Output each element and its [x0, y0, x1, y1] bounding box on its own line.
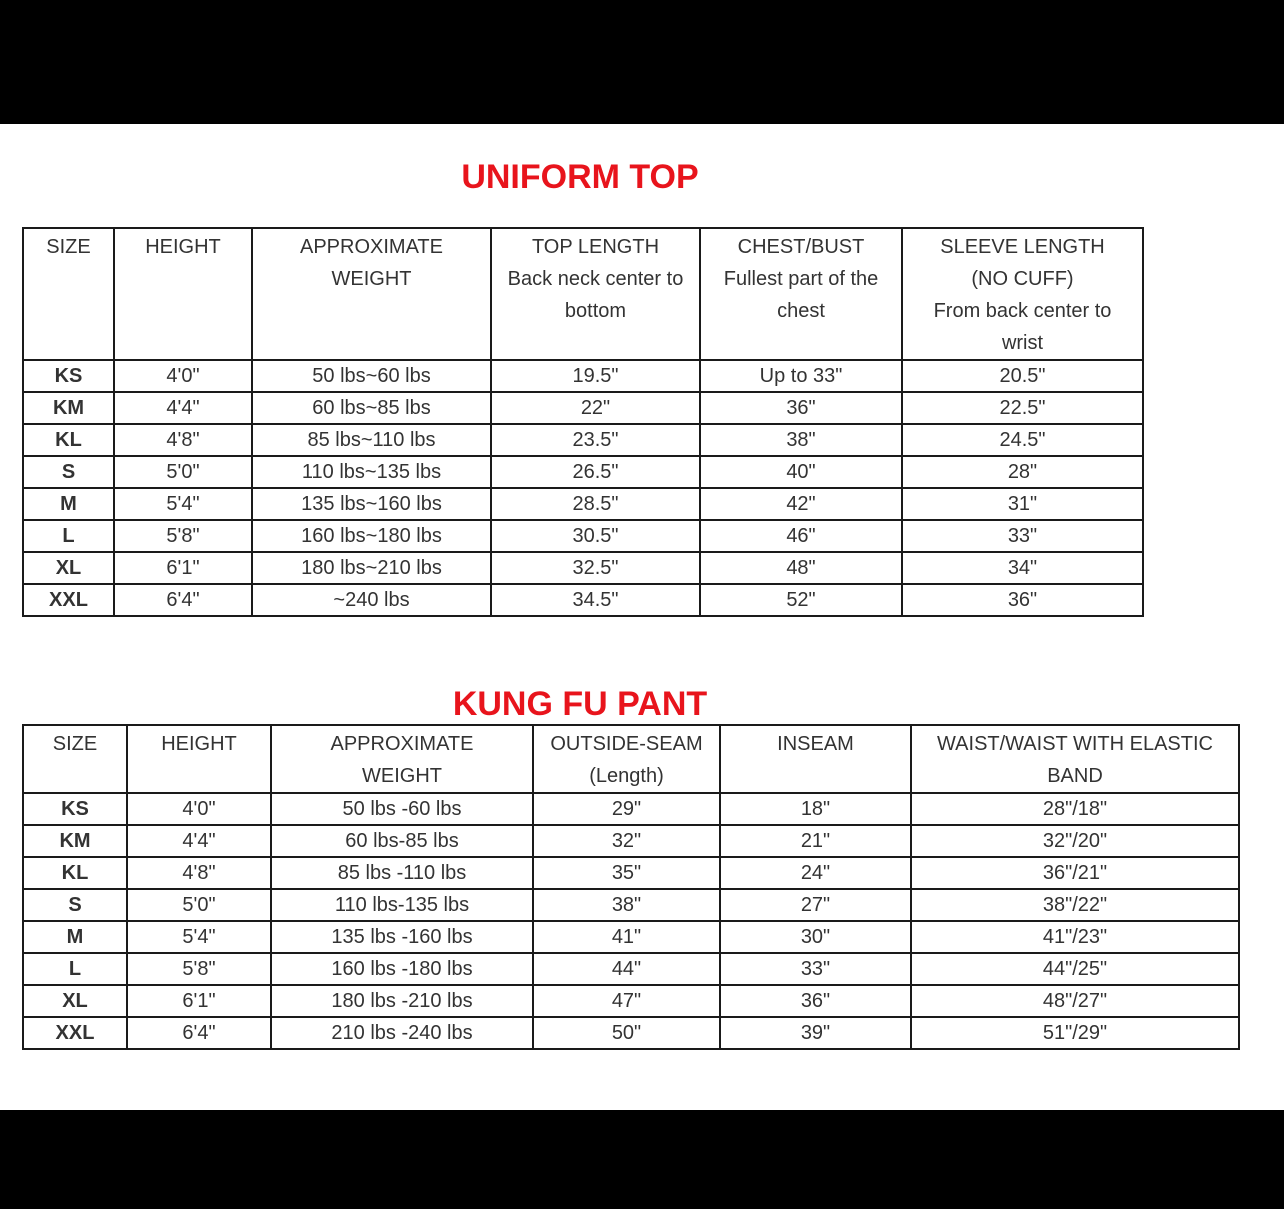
table-cell: 30.5"	[491, 520, 700, 552]
table-cell: 47"	[533, 985, 720, 1017]
header-line: INSEAM	[777, 733, 854, 755]
kung-fu-pant-column-header	[533, 725, 720, 793]
table-cell: 5'8"	[127, 953, 271, 985]
kung-fu-pant-column-header	[911, 725, 1239, 793]
table-row	[23, 857, 1239, 889]
table-cell: 36"	[700, 392, 902, 424]
table-cell: 5'0"	[127, 889, 271, 921]
table-cell: 6'1"	[127, 985, 271, 1017]
table-cell: 50 lbs~60 lbs	[252, 360, 491, 392]
table-cell: 23.5"	[491, 424, 700, 456]
size-cell: KS	[23, 360, 114, 392]
table-cell: 44"/25"	[911, 953, 1239, 985]
table-cell: 6'4"	[114, 584, 252, 616]
table-cell: 22"	[491, 392, 700, 424]
kung-fu-pant-header-row	[23, 725, 1239, 793]
table-row	[23, 360, 1143, 392]
table-cell: 5'0"	[114, 456, 252, 488]
header-line: SIZE	[52, 733, 98, 755]
table-row	[23, 552, 1143, 584]
table-cell: 32.5"	[491, 552, 700, 584]
uniform-top-column-header	[700, 228, 902, 360]
table-cell: 48"/27"	[911, 985, 1239, 1017]
header-line: OUTSIDE-SEAM	[550, 733, 703, 755]
table-cell: 40"	[700, 456, 902, 488]
table-cell: 28"	[902, 456, 1143, 488]
table-row	[23, 392, 1143, 424]
table-cell: 24"	[720, 857, 911, 889]
table-cell: 5'8"	[114, 520, 252, 552]
uniform-top-column-header	[902, 228, 1143, 360]
table-cell: 48"	[700, 552, 902, 584]
table-cell: 26.5"	[491, 456, 700, 488]
table-cell: 28"/18"	[911, 793, 1239, 825]
size-cell: XXL	[23, 1017, 127, 1049]
table-cell: 36"/21"	[911, 857, 1239, 889]
size-cell: L	[23, 520, 114, 552]
table-row	[23, 456, 1143, 488]
table-cell: 29"	[533, 793, 720, 825]
table-cell: 44"	[533, 953, 720, 985]
header-line: WEIGHT	[331, 268, 412, 290]
table-cell: 30"	[720, 921, 911, 953]
table-row	[23, 985, 1239, 1017]
table-cell: 46"	[700, 520, 902, 552]
table-cell: 4'4"	[114, 392, 252, 424]
table-cell: 110 lbs-135 lbs	[271, 889, 533, 921]
table-cell: 34"	[902, 552, 1143, 584]
table-cell: 33"	[720, 953, 911, 985]
table-cell: 210 lbs -240 lbs	[271, 1017, 533, 1049]
kung-fu-pant-body	[23, 793, 1239, 1049]
table-row	[23, 584, 1143, 616]
table-cell: 5'4"	[114, 488, 252, 520]
size-cell: KL	[23, 857, 127, 889]
table-cell: 38"	[700, 424, 902, 456]
uniform-top-column-header	[114, 228, 252, 360]
table-cell: 34.5"	[491, 584, 700, 616]
uniform-top-column-header	[252, 228, 491, 360]
table-cell: 4'8"	[114, 424, 252, 456]
table-cell: 19.5"	[491, 360, 700, 392]
table-cell: 6'1"	[114, 552, 252, 584]
size-cell: XXL	[23, 584, 114, 616]
header-line: BAND	[1047, 765, 1103, 787]
size-cell: KM	[23, 825, 127, 857]
table-row	[23, 825, 1239, 857]
header-line: chest	[777, 300, 825, 322]
table-cell: 85 lbs -110 lbs	[271, 857, 533, 889]
header-line: APPROXIMATE	[330, 733, 474, 755]
size-cell: S	[23, 456, 114, 488]
header-line: wrist	[1001, 332, 1044, 354]
table-cell: 110 lbs~135 lbs	[252, 456, 491, 488]
table-cell: 41"	[533, 921, 720, 953]
kung-fu-pant-column-header	[23, 725, 127, 793]
size-cell: XL	[23, 552, 114, 584]
header-line: Back neck center to	[507, 268, 684, 290]
uniform-top-header	[23, 228, 1143, 360]
table-cell: ~240 lbs	[252, 584, 491, 616]
header-line: HEIGHT	[161, 733, 237, 755]
size-cell: M	[23, 921, 127, 953]
uniform-top-header-row	[23, 228, 1143, 360]
size-cell: KS	[23, 793, 127, 825]
table-cell: 35"	[533, 857, 720, 889]
kung-fu-pant-title: KUNG FU PANT	[452, 685, 708, 723]
table-cell: 33"	[902, 520, 1143, 552]
header-line: (NO CUFF)	[971, 268, 1074, 290]
kung-fu-pant-header	[23, 725, 1239, 793]
table-row	[23, 424, 1143, 456]
kung-fu-pant-column-header	[271, 725, 533, 793]
header-line: WAIST/WAIST WITH ELASTIC	[937, 733, 1213, 755]
table-cell: 160 lbs~180 lbs	[252, 520, 491, 552]
size-cell: KL	[23, 424, 114, 456]
uniform-top-column-header	[23, 228, 114, 360]
table-cell: 18"	[720, 793, 911, 825]
table-cell: 60 lbs~85 lbs	[252, 392, 491, 424]
table-cell: 4'0"	[127, 793, 271, 825]
table-cell: 42"	[700, 488, 902, 520]
uniform-top-body	[23, 360, 1143, 616]
table-cell: 32"	[533, 825, 720, 857]
kung-fu-pant-table	[22, 724, 1240, 1050]
size-cell: L	[23, 953, 127, 985]
table-cell: 24.5"	[902, 424, 1143, 456]
table-cell: 4'8"	[127, 857, 271, 889]
size-cell: KM	[23, 392, 114, 424]
table-cell: 6'4"	[127, 1017, 271, 1049]
table-row	[23, 793, 1239, 825]
table-cell: 50 lbs -60 lbs	[271, 793, 533, 825]
table-cell: 41"/23"	[911, 921, 1239, 953]
header-line: TOP LENGTH	[531, 236, 660, 258]
table-cell: 135 lbs~160 lbs	[252, 488, 491, 520]
table-cell: 4'0"	[114, 360, 252, 392]
table-cell: 22.5"	[902, 392, 1143, 424]
kung-fu-pant-column-header	[720, 725, 911, 793]
header-line: CHEST/BUST	[737, 236, 865, 258]
table-row	[23, 1017, 1239, 1049]
table-cell: 36"	[720, 985, 911, 1017]
uniform-top-column-header	[491, 228, 700, 360]
table-cell: 50"	[533, 1017, 720, 1049]
header-line: HEIGHT	[145, 236, 221, 258]
header-line: From back center to	[933, 300, 1112, 322]
table-cell: 4'4"	[127, 825, 271, 857]
table-row	[23, 488, 1143, 520]
size-cell: S	[23, 889, 127, 921]
table-row	[23, 921, 1239, 953]
header-line: APPROXIMATE	[300, 236, 443, 258]
header-line: WEIGHT	[362, 765, 442, 787]
header-line: (Length)	[589, 765, 664, 787]
table-cell: 28.5"	[491, 488, 700, 520]
table-cell: 39"	[720, 1017, 911, 1049]
table-cell: 38"	[533, 889, 720, 921]
table-cell: 180 lbs~210 lbs	[252, 552, 491, 584]
kung-fu-pant-column-header	[127, 725, 271, 793]
table-row	[23, 953, 1239, 985]
table-cell: 160 lbs -180 lbs	[271, 953, 533, 985]
header-line: bottom	[564, 300, 627, 322]
table-row	[23, 889, 1239, 921]
table-cell: 31"	[902, 488, 1143, 520]
header-line: SLEEVE LENGTH	[940, 236, 1105, 258]
table-cell: 38"/22"	[911, 889, 1239, 921]
table-cell: 20.5"	[902, 360, 1143, 392]
table-cell: 32"/20"	[911, 825, 1239, 857]
table-cell: 21"	[720, 825, 911, 857]
uniform-top-table	[22, 227, 1144, 617]
size-cell: M	[23, 488, 114, 520]
table-cell: 36"	[902, 584, 1143, 616]
table-cell: 60 lbs-85 lbs	[271, 825, 533, 857]
size-cell: XL	[23, 985, 127, 1017]
table-row	[23, 520, 1143, 552]
header-line: Fullest part of the	[723, 268, 879, 290]
table-cell: 51"/29"	[911, 1017, 1239, 1049]
table-cell: 85 lbs~110 lbs	[252, 424, 491, 456]
header-line: SIZE	[46, 236, 91, 258]
table-cell: 52"	[700, 584, 902, 616]
table-cell: 135 lbs -160 lbs	[271, 921, 533, 953]
table-cell: 180 lbs -210 lbs	[271, 985, 533, 1017]
table-cell: 27"	[720, 889, 911, 921]
uniform-top-title: UNIFORM TOP	[461, 158, 699, 196]
size-chart-page	[0, 124, 1284, 1110]
table-cell: Up to 33"	[700, 360, 902, 392]
table-cell: 5'4"	[127, 921, 271, 953]
